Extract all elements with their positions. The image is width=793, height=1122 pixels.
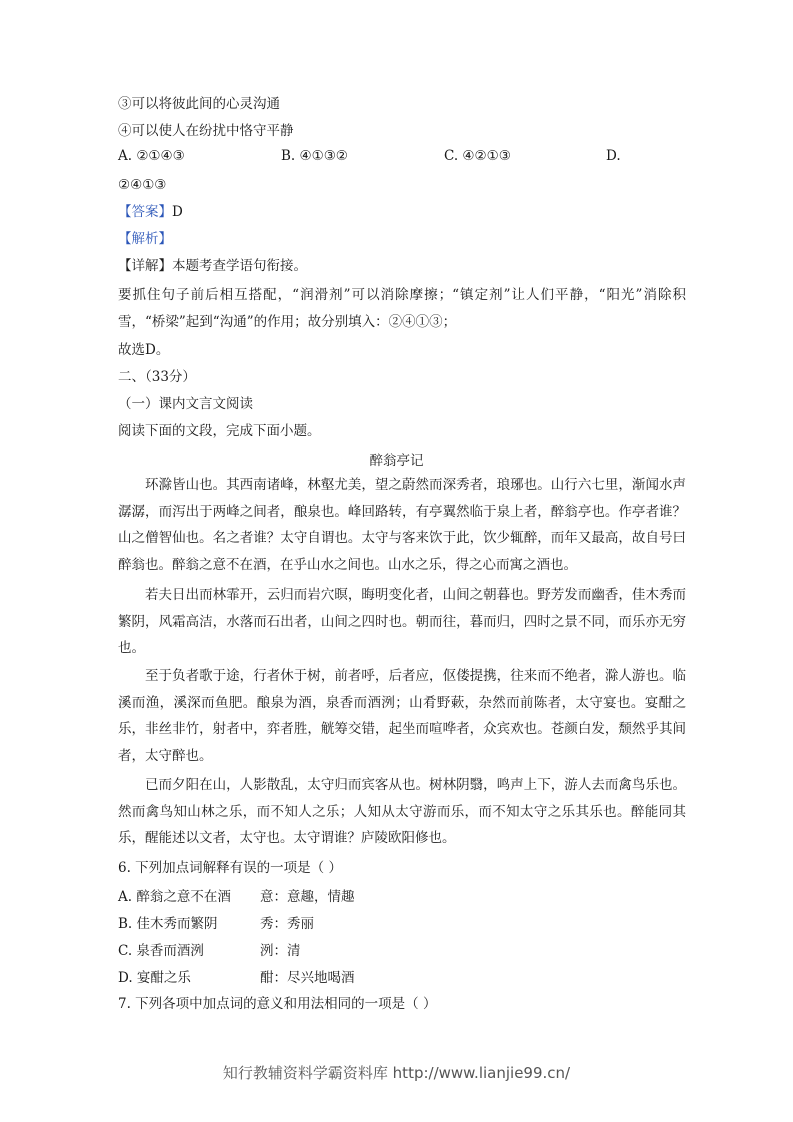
q6-option-d-meaning: 酣：尽兴地喝酒 — [260, 970, 355, 986]
sub-section-heading: （一）课内文言文阅读 — [118, 396, 253, 412]
passage-paragraph-3: 至于负者歌于途，行者休于树，前者呼，后者应，伛偻提携，往来而不绝者，滁人游也。临溪而渔，溪深而鱼肥。酿泉为酒，泉香而酒洌；山肴野蔌，杂然而前陈者，太守宴也。宴酣之乐，非丝非竹，射者中，弈者胜，觥筹交错，起坐而喧哗者，众宾欢也。苍颜白发，颓然乎其间者，太守醉也。 — [118, 668, 686, 764]
q5-option-b: B. ④①③② — [281, 148, 348, 164]
detail-text: 本题考查学语句衔接。 — [172, 258, 307, 274]
q7-stem: 7. 下列各项中加点词的意义和用法相同的一项是（ ） — [118, 996, 437, 1012]
answer-line — [118, 202, 183, 222]
q6-option-a: A. 醉翁之意不在酒 — [118, 889, 231, 905]
q6-option-c: C. 泉香而酒洌 — [118, 943, 204, 959]
q6-option-d: D. 宴酣之乐 — [118, 970, 191, 986]
q6-option-b-meaning: 秀：秀丽 — [260, 916, 314, 932]
passage-paragraph-1: 环滁皆山也。其西南诸峰，林壑尤美，望之蔚然而深秀者，琅琊也。山行六七里，渐闻水声潺潺，而泻出于两峰之间者，酿泉也。峰回路转，有亭翼然临于泉上者，醉翁亭也。作亭者谁？山之僧智仙也。名之者谁？太守自谓也。太守与客来饮于此，饮少辄醉，而年又最高，故自号曰醉翁也。醉翁之意不在酒，在乎山水之间也。山水之乐，得之心而寓之酒也。 — [118, 477, 686, 573]
passage-paragraph-2: 若夫日出而林霏开，云归而岩穴暝，晦明变化者，山间之朝暮也。野芳发而幽香，佳木秀而繁阴，风霜高洁，水落而石出者，山间之四时也。朝而往，暮而归，四时之景不同，而乐亦无穷也。 — [118, 587, 686, 657]
detail-line — [118, 256, 307, 276]
item-4: ④可以使人在纷扰中恪守平静 — [118, 123, 294, 139]
q6-option-c-meaning: 洌：清 — [260, 943, 301, 959]
explanation-paragraph: 要抓住句子前后相互搭配，“润滑剂”可以消除摩擦；“镇定剂”让人们平静，“阳光”消除积雪，“桥梁”起到“沟通”的作用；故分别填入：②④①③； — [118, 287, 686, 330]
q5-option-a: A. ②①④③ — [118, 148, 185, 164]
section-two-heading: 二、（33分） — [118, 369, 196, 385]
reading-instruction: 阅读下面的文段，完成下面小题。 — [118, 423, 321, 439]
choose-answer: 故选D。 — [118, 342, 170, 358]
answer-tag: 【答案】 — [118, 204, 172, 220]
q6-stem: 6. 下列加点词解释有误的一项是（ ） — [118, 860, 342, 876]
q5-option-d-value: ②④①③ — [118, 177, 167, 193]
passage-paragraph-4: 已而夕阳在山，人影散乱，太守归而宾客从也。树林阴翳，鸣声上下，游人去而禽鸟乐也。然而禽鸟知山林之乐，而不知人之乐；人知从太守游而乐，而不知太守之乐其乐也。醉能同其乐，醒能述以文者，太守也。太守谓谁？庐陵欧阳修也。 — [118, 777, 686, 847]
detail-tag: 【详解】 — [118, 258, 172, 274]
q5-option-c: C. ④②①③ — [444, 148, 511, 164]
q5-option-d-label: D. — [606, 148, 621, 164]
passage-title: 醉翁亭记 — [369, 453, 424, 469]
q6-option-b: B. 佳木秀而繁阴 — [118, 916, 218, 932]
q6-option-a-meaning: 意：意趣，情趣 — [260, 889, 355, 905]
item-3: ③可以将彼此间的心灵沟通 — [118, 96, 280, 112]
footer-watermark: 知行教辅资料学霸资料库 http://www.lianjie99.cn/ — [222, 1064, 571, 1082]
analysis-tag: 【解析】 — [118, 231, 172, 247]
answer-value: D — [172, 204, 183, 220]
